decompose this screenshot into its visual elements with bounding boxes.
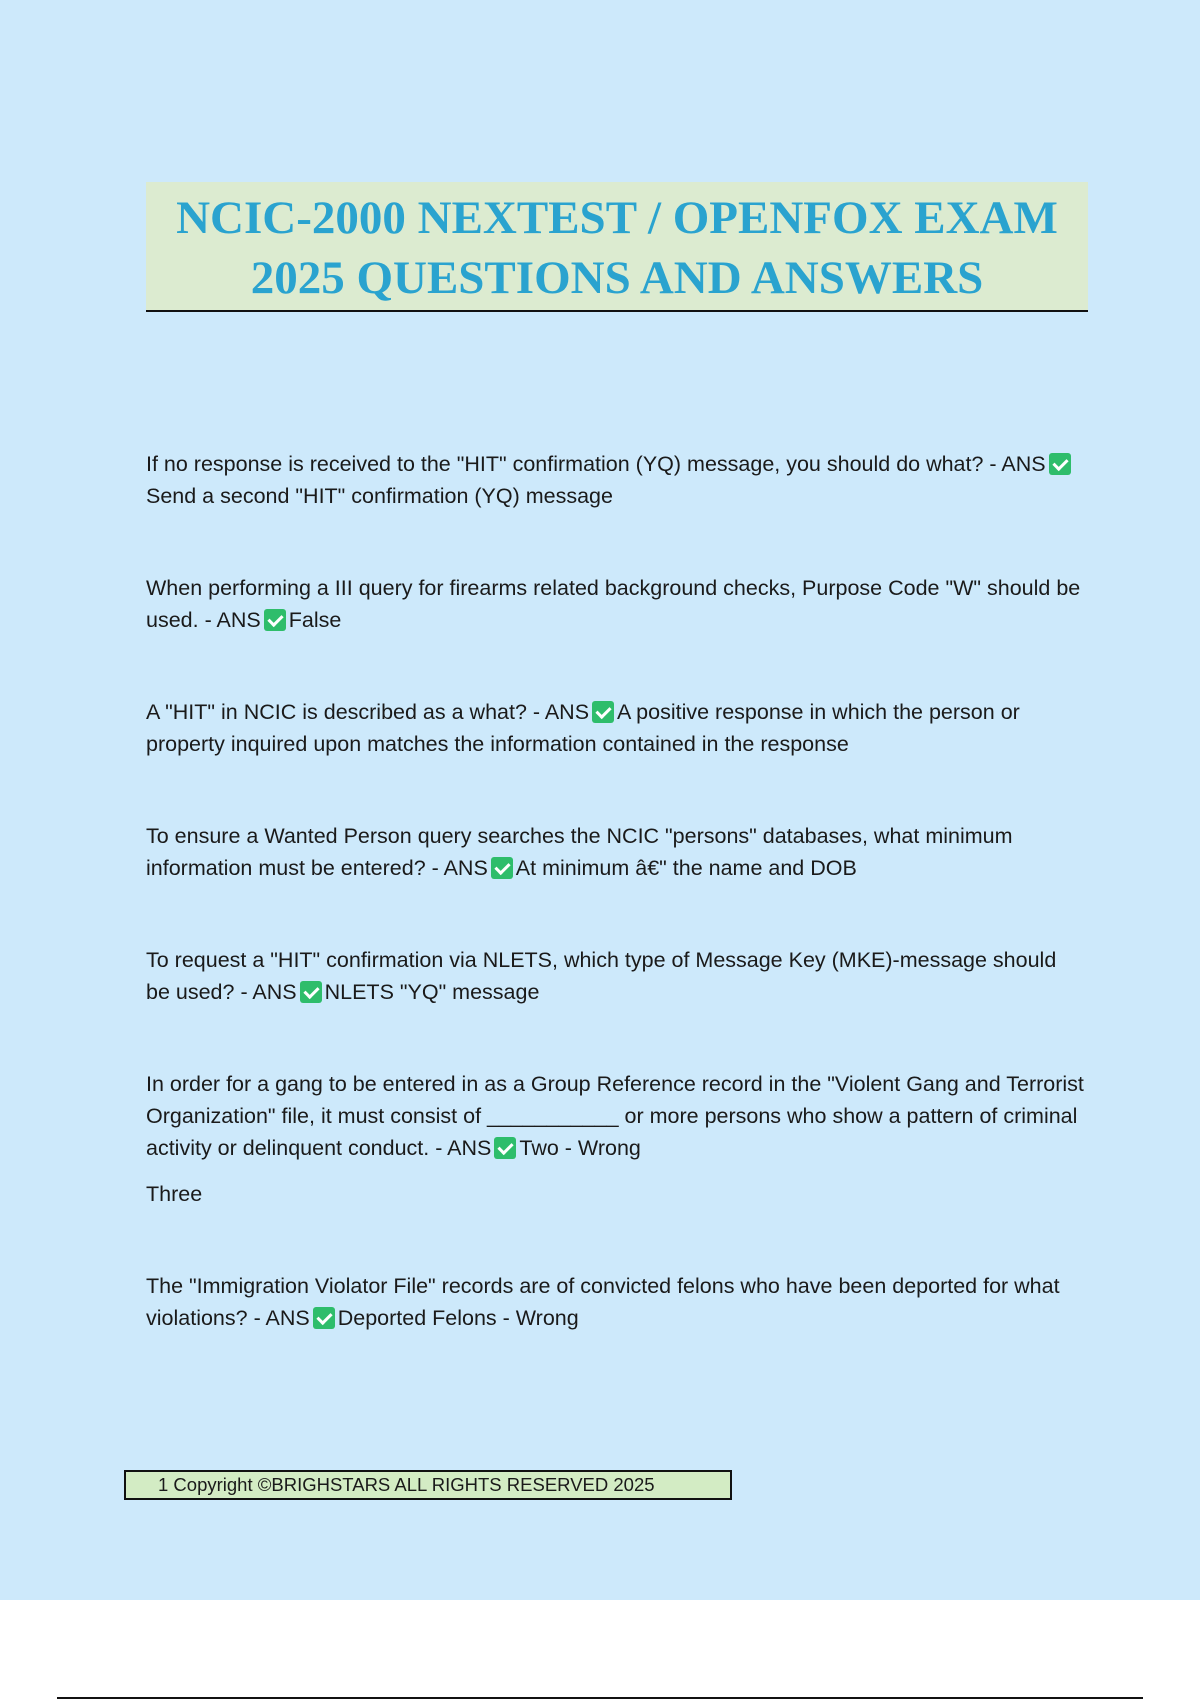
qa-item: [146, 820, 1086, 884]
qa-list: [146, 448, 1086, 1394]
question-text: If no response is received to the "HIT" confirmation (YQ) message, you should do what? - ANS: [146, 452, 1046, 476]
document-title: [146, 182, 1088, 312]
check-icon: [592, 701, 614, 723]
question-text: A "HIT" in NCIC is described as a what? - ANS: [146, 700, 590, 724]
check-icon: [491, 857, 513, 879]
bottom-divider: [57, 1697, 1143, 1699]
answer-text: Two - Wrong: [519, 1136, 641, 1160]
qa-item: [146, 448, 1086, 512]
check-icon: [494, 1137, 516, 1159]
question-text: In order for a gang to be entered in as a Group Reference record in the "Violent Gang and Terrorist Organization" file, it must consist of ___________ or more persons who show a pattern of criminal activity or delinquent conduct. - ANS: [146, 1072, 1084, 1160]
qa-item: [146, 1270, 1086, 1334]
check-icon: [264, 609, 286, 631]
copyright-footer: 1 Copyright ©BRIGHSTARS ALL RIGHTS RESERVED 2025: [124, 1470, 732, 1500]
question-text: To request a "HIT" confirmation via NLETS, which type of Message Key (MKE)-message should be used? - ANS: [146, 948, 1057, 1004]
check-icon: [1049, 453, 1071, 475]
qa-item: [146, 696, 1086, 760]
answer-text: False: [288, 608, 342, 632]
answer-text: NLETS "YQ" message: [324, 980, 540, 1004]
qa-item: [146, 944, 1086, 1008]
answer-text: Deported Felons - Wrong: [337, 1306, 579, 1330]
answer-text: At minimum â€" the name and DOB: [515, 856, 857, 880]
question-text: To ensure a Wanted Person query searches the NCIC "persons" databases, what minimum information must be entered? - ANS: [146, 824, 1013, 880]
title-line: 2025 QUESTIONS AND ANSWERS: [250, 252, 984, 304]
check-icon: [313, 1307, 335, 1329]
answer-text: Send a second "HIT" confirmation (YQ) message: [146, 484, 613, 508]
question-text: The "Immigration Violator File" records are of convicted felons who have been deported for what violations? - ANS: [146, 1274, 1060, 1330]
check-icon: [300, 981, 322, 1003]
qa-item: [146, 1068, 1086, 1210]
answer-extra: Three: [146, 1182, 203, 1206]
answer-text: A positive response in which the person or property inquired upon matches the information contained in the response: [146, 700, 1020, 756]
question-text: When performing a III query for firearms related background checks, Purpose Code "W" should be used. - ANS: [146, 576, 1081, 632]
qa-item: [146, 572, 1086, 636]
title-line: NCIC-2000 NEXTEST / OPENFOX EXAM: [176, 192, 1058, 244]
